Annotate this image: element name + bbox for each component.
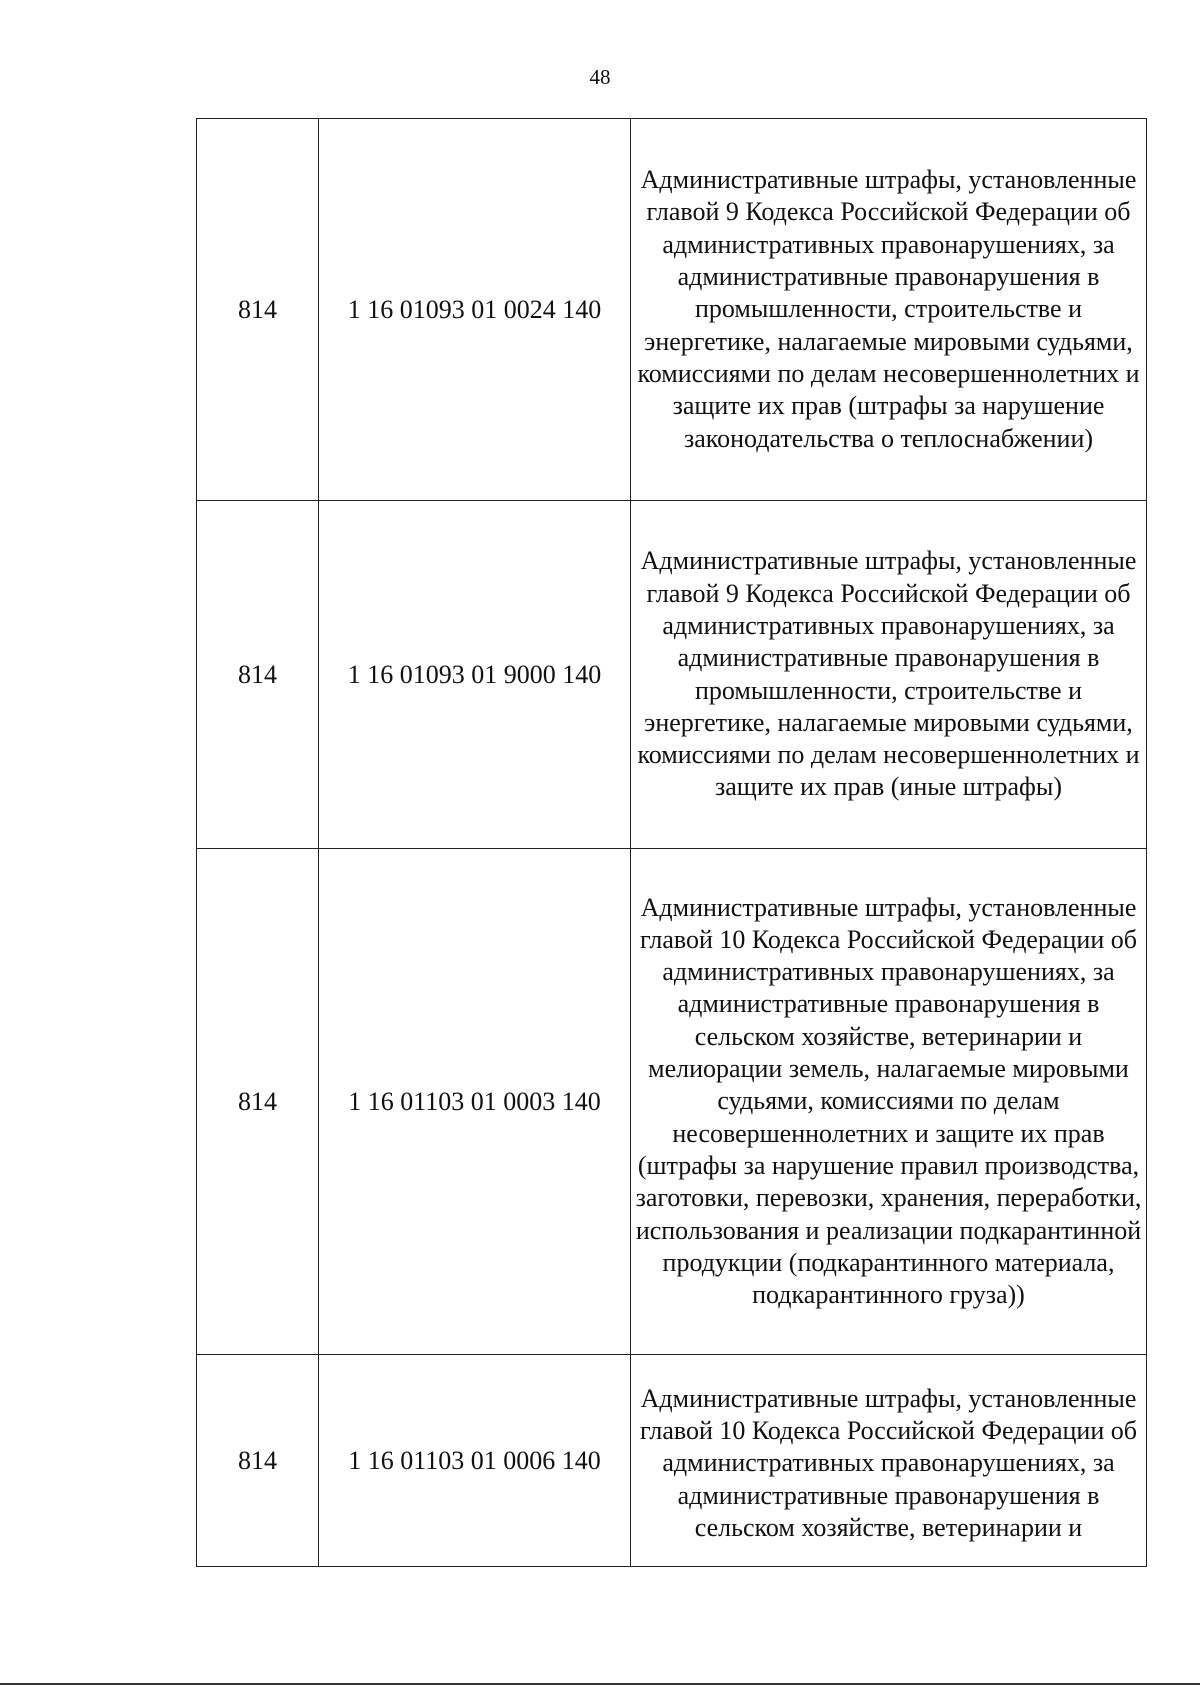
- kbk-code-cell: 1 16 01103 01 0006 140: [319, 1355, 631, 1567]
- revenue-codes-table: [196, 118, 1147, 1567]
- admin-code-cell: 814: [197, 849, 319, 1355]
- admin-code-cell: 814: [197, 501, 319, 849]
- page-number: 48: [589, 65, 611, 89]
- description-cell: Административные штрафы, установленные главой 9 Кодекса Российской Федерации об административных правонарушениях, за административные правонарушения в промышленности, строительстве и энергетике, налагаемые мировыми судьями, комиссиями по делам несовершеннолетних и защите их прав (штрафы за нарушение законодательства о теплоснабжении): [631, 119, 1147, 501]
- table-row: [197, 1355, 1147, 1567]
- table-row: [197, 501, 1147, 849]
- page-bottom-rule: [0, 1683, 1200, 1685]
- kbk-code-cell: 1 16 01093 01 0024 140: [319, 119, 631, 501]
- admin-code-cell: 814: [197, 1355, 319, 1567]
- table-row: [197, 119, 1147, 501]
- description-cell: Административные штрафы, установленные главой 9 Кодекса Российской Федерации об административных правонарушениях, за административные правонарушения в промышленности, строительстве и энергетике, налагаемые мировыми судьями, комиссиями по делам несовершеннолетних и защите их прав (иные штрафы): [631, 501, 1147, 849]
- kbk-code-cell: 1 16 01103 01 0003 140: [319, 849, 631, 1355]
- kbk-code-cell: 1 16 01093 01 9000 140: [319, 501, 631, 849]
- table-row: [197, 849, 1147, 1355]
- description-cell: Административные штрафы, установленные главой 10 Кодекса Российской Федерации об административных правонарушениях, за административные правонарушения в сельском хозяйстве, ветеринарии и: [631, 1355, 1147, 1567]
- admin-code-cell: 814: [197, 119, 319, 501]
- description-cell: Административные штрафы, установленные главой 10 Кодекса Российской Федерации об административных правонарушениях, за административные правонарушения в сельском хозяйстве, ветеринарии и мелиорации земель, налагаемые мировыми судьями, комиссиями по делам несовершеннолетних и защите их прав (штрафы за нарушение правил производства, заготовки, перевозки, хранения, переработки, использования и реализации подкарантинной продукции (подкарантинного материала, подкарантинного груза)): [631, 849, 1147, 1355]
